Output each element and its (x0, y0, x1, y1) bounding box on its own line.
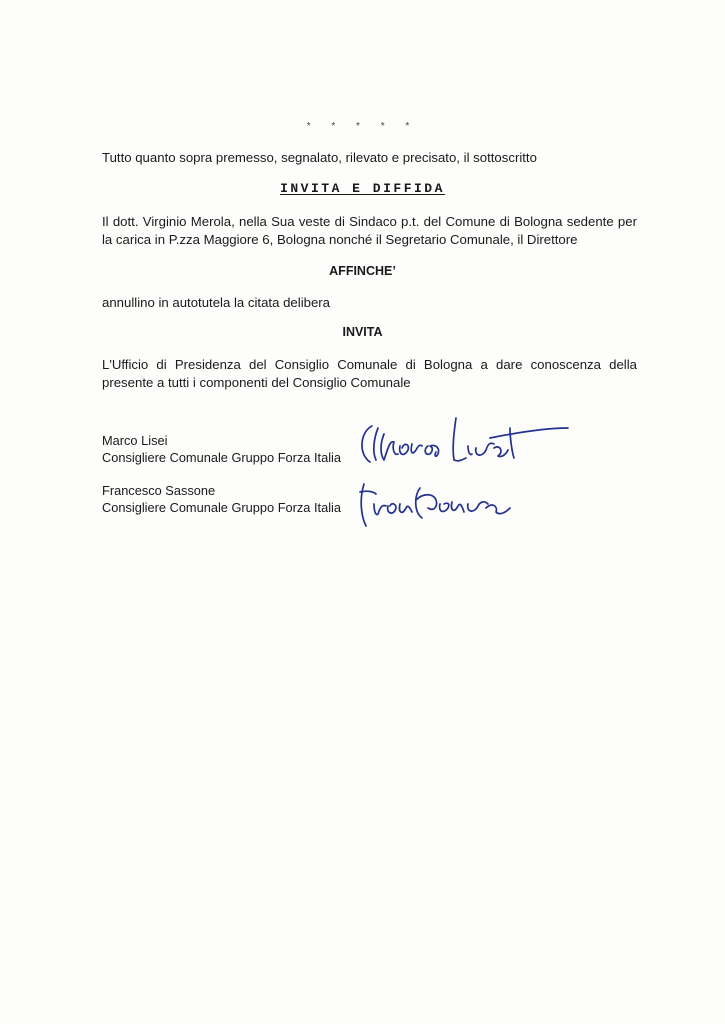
signer-role: Consigliere Comunale Gruppo Forza Italia (102, 500, 341, 515)
heading-invita: INVITA (342, 325, 383, 339)
handwritten-signatures-image (350, 408, 580, 538)
signer-block-1 (102, 432, 341, 466)
ufficio-paragraph: L'Ufficio di Presidenza del Consiglio Comunale di Bologna a dare conoscenza della presente a tutti i componenti del Consiglio Comunale (102, 357, 637, 390)
addressees-paragraph: Il dott. Virginio Merola, nella Sua veste di Sindaco p.t. del Comune di Bologna sedente per la carica in P.zza Maggiore 6, Bologna nonché il Segretario Comunale, il Direttore (102, 214, 637, 247)
signer-role: Consigliere Comunale Gruppo Forza Italia (102, 450, 341, 465)
heading-invita-e-diffida: INVITA E DIFFIDA (280, 181, 445, 196)
intro-paragraph: Tutto quanto sopra premesso, segnalato, rilevato e precisato, il sottoscritto (102, 150, 537, 165)
signer-block-2 (102, 482, 341, 516)
annullino-paragraph: annullino in autotutela la citata delibera (102, 295, 331, 310)
section-separator: * * * * * (306, 121, 419, 132)
signer-name: Francesco Sassone (102, 483, 216, 498)
heading-affinche: AFFINCHE’ (329, 264, 396, 278)
signer-name: Marco Lisei (102, 433, 168, 448)
